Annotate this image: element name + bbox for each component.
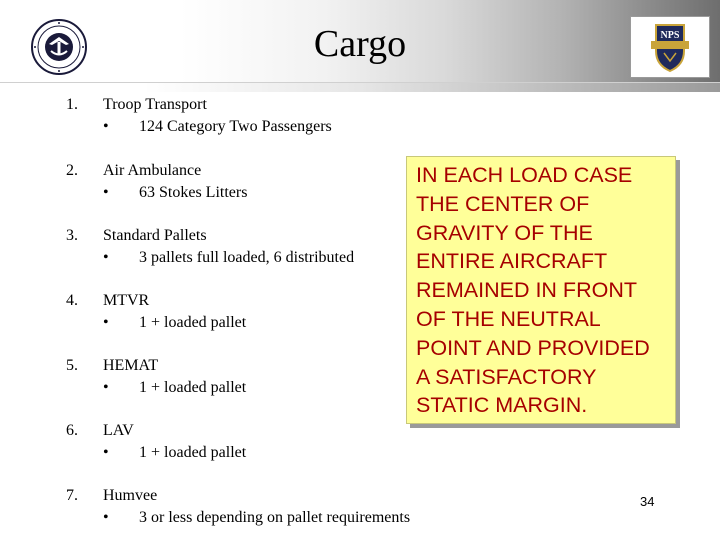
item-label: Troop Transport	[103, 96, 207, 113]
item-detail-text: 3 or less depending on pallet requirements	[139, 509, 411, 526]
bullet-icon: •	[103, 249, 109, 266]
bullet-icon: •	[103, 444, 109, 461]
header-divider	[0, 82, 720, 92]
bullet-icon: •	[103, 314, 109, 331]
item-detail	[103, 377, 246, 398]
nps-logo-text: NPS	[660, 30, 680, 41]
item-number: 2.	[66, 162, 78, 179]
item-detail-text: 1 + loaded pallet	[139, 444, 247, 461]
item-label: HEMAT	[103, 357, 159, 374]
slide-title: Cargo	[313, 23, 407, 65]
item-detail	[103, 116, 332, 137]
item-number: 4.	[66, 292, 78, 309]
conclusion-callout: IN EACH LOAD CASE THE CENTER OF GRAVITY OF THE ENTIRE AIRCRAFT REMAINED IN FRONT OF THE NEUTRAL POINT AND PROVIDED A SATISFACTORY STATIC MARGIN.	[406, 156, 676, 424]
item-label: LAV	[103, 422, 134, 439]
item-detail	[103, 507, 410, 528]
item-number: 1.	[66, 96, 78, 113]
item-detail-text: 63 Stokes Litters	[139, 184, 248, 201]
item-number: 6.	[66, 422, 78, 439]
item-label: MTVR	[103, 292, 150, 309]
item-detail	[103, 182, 247, 203]
item-detail-text: 1 + loaded pallet	[139, 314, 247, 331]
item-label: Humvee	[103, 487, 158, 504]
item-detail-text: 124 Category Two Passengers	[139, 118, 332, 135]
item-label: Standard Pallets	[103, 227, 207, 244]
bullet-icon: •	[103, 184, 109, 201]
item-number: 7.	[66, 487, 78, 504]
page-number: 34	[640, 494, 655, 509]
item-number: 5.	[66, 357, 78, 374]
bullet-icon: •	[103, 379, 109, 396]
item-detail	[103, 312, 246, 333]
item-number: 3.	[66, 227, 78, 244]
item-detail	[103, 442, 246, 463]
item-detail	[103, 247, 354, 268]
bullet-icon: •	[103, 509, 109, 526]
item-detail-text: 1 + loaded pallet	[139, 379, 247, 396]
bullet-icon: •	[103, 118, 109, 135]
item-label: Air Ambulance	[103, 162, 202, 179]
item-detail-text: 3 pallets full loaded, 6 distributed	[139, 249, 355, 266]
